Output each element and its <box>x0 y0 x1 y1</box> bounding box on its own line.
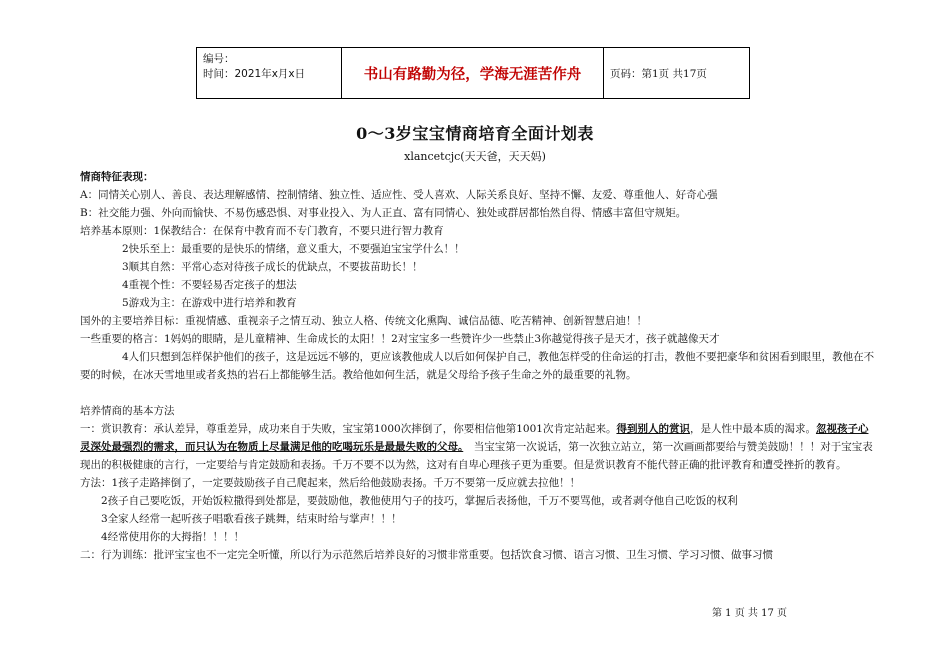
document-title: 0～3岁宝宝情商培育全面计划表 <box>356 124 594 143</box>
header-number-label: 编号： <box>203 53 235 65</box>
page-footer: 第 1 页 共 17 页 <box>712 608 787 619</box>
header-page-info: 页码：第1页 共17页 <box>610 67 707 80</box>
maxim-line: 一些重要的格言：1妈妈的眼睛，是儿童精神、生命成长的太阳！！2对宝宝多一些赞许少一些禁止3你越觉得孩子是天才，孩子就越像天才 <box>80 333 720 345</box>
praise-emphasis-b: 得到别人的赏识 <box>616 423 690 435</box>
method-item: 4经常使用你的大拇指！！！！ <box>101 531 245 543</box>
praise-text-a: 一：赏识教育：承认差异，尊重差异，成功来自于失败，宝宝第1000次摔倒了，你要相信他第1001次肯定站起来。 <box>80 423 617 435</box>
principle-item: 5游戏为主：在游戏中进行培养和教育 <box>122 297 297 309</box>
methods-heading: 培养情商的基本方法 <box>80 405 175 417</box>
praise-text-c: ，是人性中最本质的渴求。 <box>689 423 816 435</box>
maxim-4-paragraph: 4人们只想到怎样保护他们的孩子，这是远远不够的，更应该教他成人以后如何保护自己，教他怎样受的住命运的打击，教他不要把豪华和贫困看到眼里，教他在不要的时候，在冰天雪地里或者炙热的岩石上都能够生活。教给他如何生活，就是父母给予孩子生命之外的最重要的礼物。 <box>80 351 875 381</box>
document-subtitle: xlancetcjc(天天爸，天天妈) <box>404 150 546 163</box>
praise-text-e: 当宝宝第一次说话，第一次独立站立，第一次画画都要给与赞美鼓励！！！对于宝宝表现出的积极健康的言行，一定要给与肯定鼓励和表扬。千万不要不以为然，这对有自卑心理孩子更为重要。但是赏识教育不能代替正确的批评教育和遭受挫折的教育。 <box>80 441 873 471</box>
principle-item: 2快乐至上：最重要的是快乐的情绪，意义重大，不要强迫宝宝学什么！！ <box>122 243 465 255</box>
header-time-label: 时间：2021年x月x日 <box>203 68 306 80</box>
method-item: 2孩子自己要吃饭，开始饭粒撒得到处都是，要鼓励他，教他使用勺子的技巧，掌握后表扬他，千万不要骂他，或者剥夺他自己吃饭的权利 <box>101 495 738 507</box>
method-item-1: 方法：1孩子走路摔倒了，一定要鼓励孩子自己爬起来，然后给他鼓励表扬。千万不要第一反应就去拉他！！ <box>80 477 581 489</box>
header-meta-cell <box>197 48 342 98</box>
principle-item: 4重视个性：不要轻易否定孩子的想法 <box>122 279 297 291</box>
praise-education-paragraph <box>80 420 875 474</box>
document-header-table <box>196 47 750 99</box>
trait-line-b: B：社交能力强、外向而愉快、不易伤感恐惧、对事业投入、为人正直、富有同情心、独处或群居都怡然自得、情感丰富但守规矩。 <box>80 207 687 219</box>
document-body <box>80 168 875 564</box>
section-heading-traits: 情商特征表现： <box>80 171 154 183</box>
praise-emphasis-d: 忽视孩子心灵深处最强烈的需求，而只认为在物质上尽量满足他的吃喝玩乐是最最失败的父母。 <box>80 423 869 453</box>
trait-line-a: A：同情关心别人、善良、表达理解感情、控制情绪、独立性、适应性、受人喜欢、人际关系良好、坚持不懈、友爱、尊重他人、好奇心强 <box>80 189 718 201</box>
principle-item: 3顺其自然：平常心态对待孩子成长的优缺点，不要拔苗助长！！ <box>122 261 423 273</box>
behavior-training-line: 二：行为训练：批评宝宝也不一定完全听懂，所以行为示范然后培养良好的习惯非常重要。包括饮食习惯、语言习惯、卫生习惯、学习习惯、做事习惯 <box>80 549 773 561</box>
header-motto: 书山有路勤为径，学海无涯苦作舟 <box>342 48 604 98</box>
foreign-goals: 国外的主要培养目标：重视情感、重视亲子之情互动、独立人格、传统文化熏陶、诚信品德、吃苦精神、创新智慧启迪！！ <box>80 315 647 327</box>
paragraph-gap <box>80 384 875 402</box>
principle-intro: 培养基本原则：1保教结合：在保育中教育而不专门教育，不要只进行智力教育 <box>80 225 444 237</box>
method-item: 3全家人经常一起听孩子唱歌看孩子跳舞，结束时给与掌声！！！ <box>101 513 402 525</box>
